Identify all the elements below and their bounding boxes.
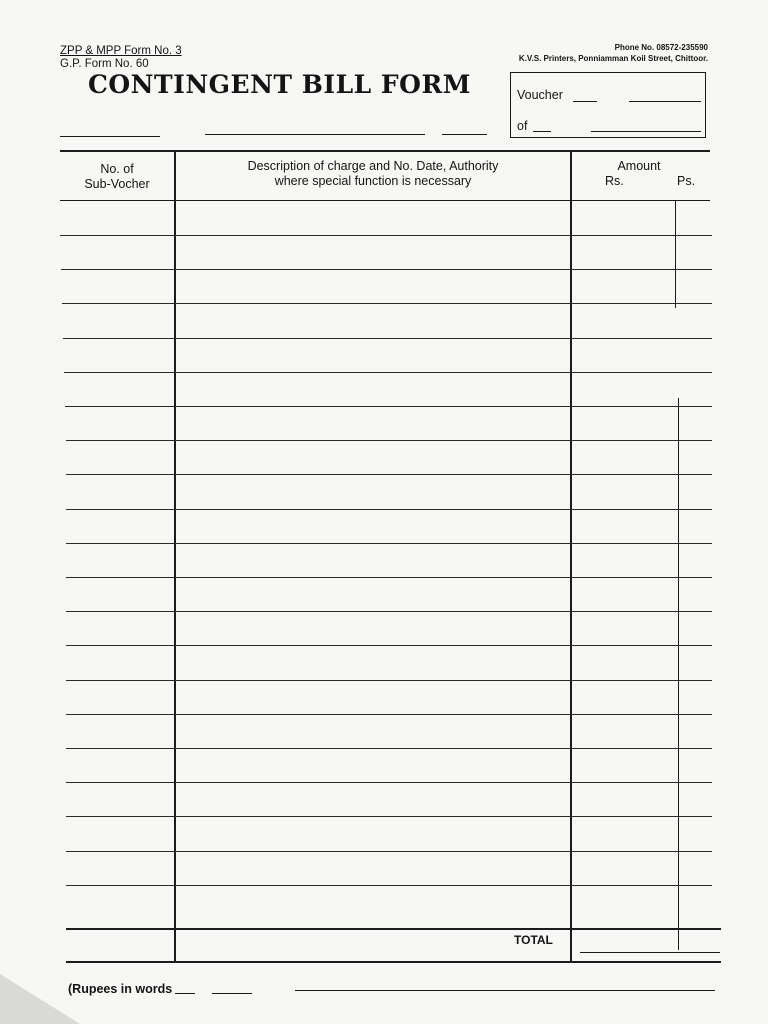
voucher-number-field[interactable] <box>573 101 597 102</box>
column-divider-rs-ps-lower <box>678 398 679 950</box>
title-underline-segment <box>60 136 160 137</box>
table-row-line <box>66 851 712 852</box>
form-number-block <box>60 45 182 71</box>
table-row-line <box>66 577 712 578</box>
table-row-line <box>66 509 712 510</box>
header-sub-voucher: No. of Sub-Vocher <box>84 162 150 191</box>
table-row-line <box>66 748 712 749</box>
header-rs: Rs. <box>605 174 624 188</box>
printer-address: K.V.S. Printers, Ponniamman Koil Street, Chittoor. <box>518 54 708 63</box>
of-field-2[interactable] <box>591 131 701 132</box>
of-label: of <box>517 119 528 133</box>
form-title: CONTINGENT BILL FORM <box>88 70 471 99</box>
total-label: TOTAL <box>514 933 553 947</box>
table-row-line <box>62 303 712 304</box>
table-row-line <box>64 372 712 373</box>
rupees-in-words-field[interactable] <box>212 993 252 994</box>
table-row-line <box>66 543 712 544</box>
voucher-number-field-2[interactable] <box>629 101 701 102</box>
printer-info <box>519 42 708 64</box>
table-row-line <box>61 269 712 270</box>
title-underline-segment <box>442 134 487 135</box>
table-row-line <box>66 440 712 441</box>
phone-number: Phone No. 08572-235590 <box>614 43 708 52</box>
column-divider-amount <box>570 151 572 961</box>
header-ps: Ps. <box>677 174 696 188</box>
title-underline-segment <box>205 134 425 135</box>
form-number-line-2: G.P. Form No. 60 <box>60 58 149 70</box>
table-row-line <box>63 338 712 339</box>
of-field[interactable] <box>533 131 551 132</box>
table-row-line <box>66 714 712 715</box>
paper-fold-corner <box>0 974 80 1024</box>
table-row-line <box>66 816 712 817</box>
column-divider-sub-voucher <box>174 151 176 962</box>
table-row-line <box>66 474 712 475</box>
form-number-line-1: ZPP & MPP Form No. 3 <box>60 45 182 57</box>
table-row-line <box>66 782 712 783</box>
rupees-in-words-field[interactable] <box>175 993 195 994</box>
table-top-border <box>60 150 710 152</box>
table-header-bottom-border <box>60 200 710 201</box>
table-row-line <box>66 680 712 681</box>
table-row-line <box>66 885 712 886</box>
total-top-border <box>66 928 721 930</box>
column-divider-rs-ps-upper <box>675 200 676 308</box>
table-row-line <box>60 235 712 236</box>
rupees-in-words-field[interactable] <box>295 990 715 991</box>
total-amount-field[interactable] <box>580 952 720 953</box>
rupees-in-words-label: (Rupees in words <box>68 982 173 996</box>
total-bottom-border <box>66 961 721 963</box>
table-row-line <box>66 645 712 646</box>
voucher-box <box>510 72 706 138</box>
header-amount: Amount <box>617 159 661 173</box>
voucher-label: Voucher <box>517 88 563 102</box>
header-description: Description of charge and No. Date, Authority where special function is necessary <box>247 159 499 188</box>
table-row-line <box>66 611 712 612</box>
table-row-line <box>65 406 712 407</box>
